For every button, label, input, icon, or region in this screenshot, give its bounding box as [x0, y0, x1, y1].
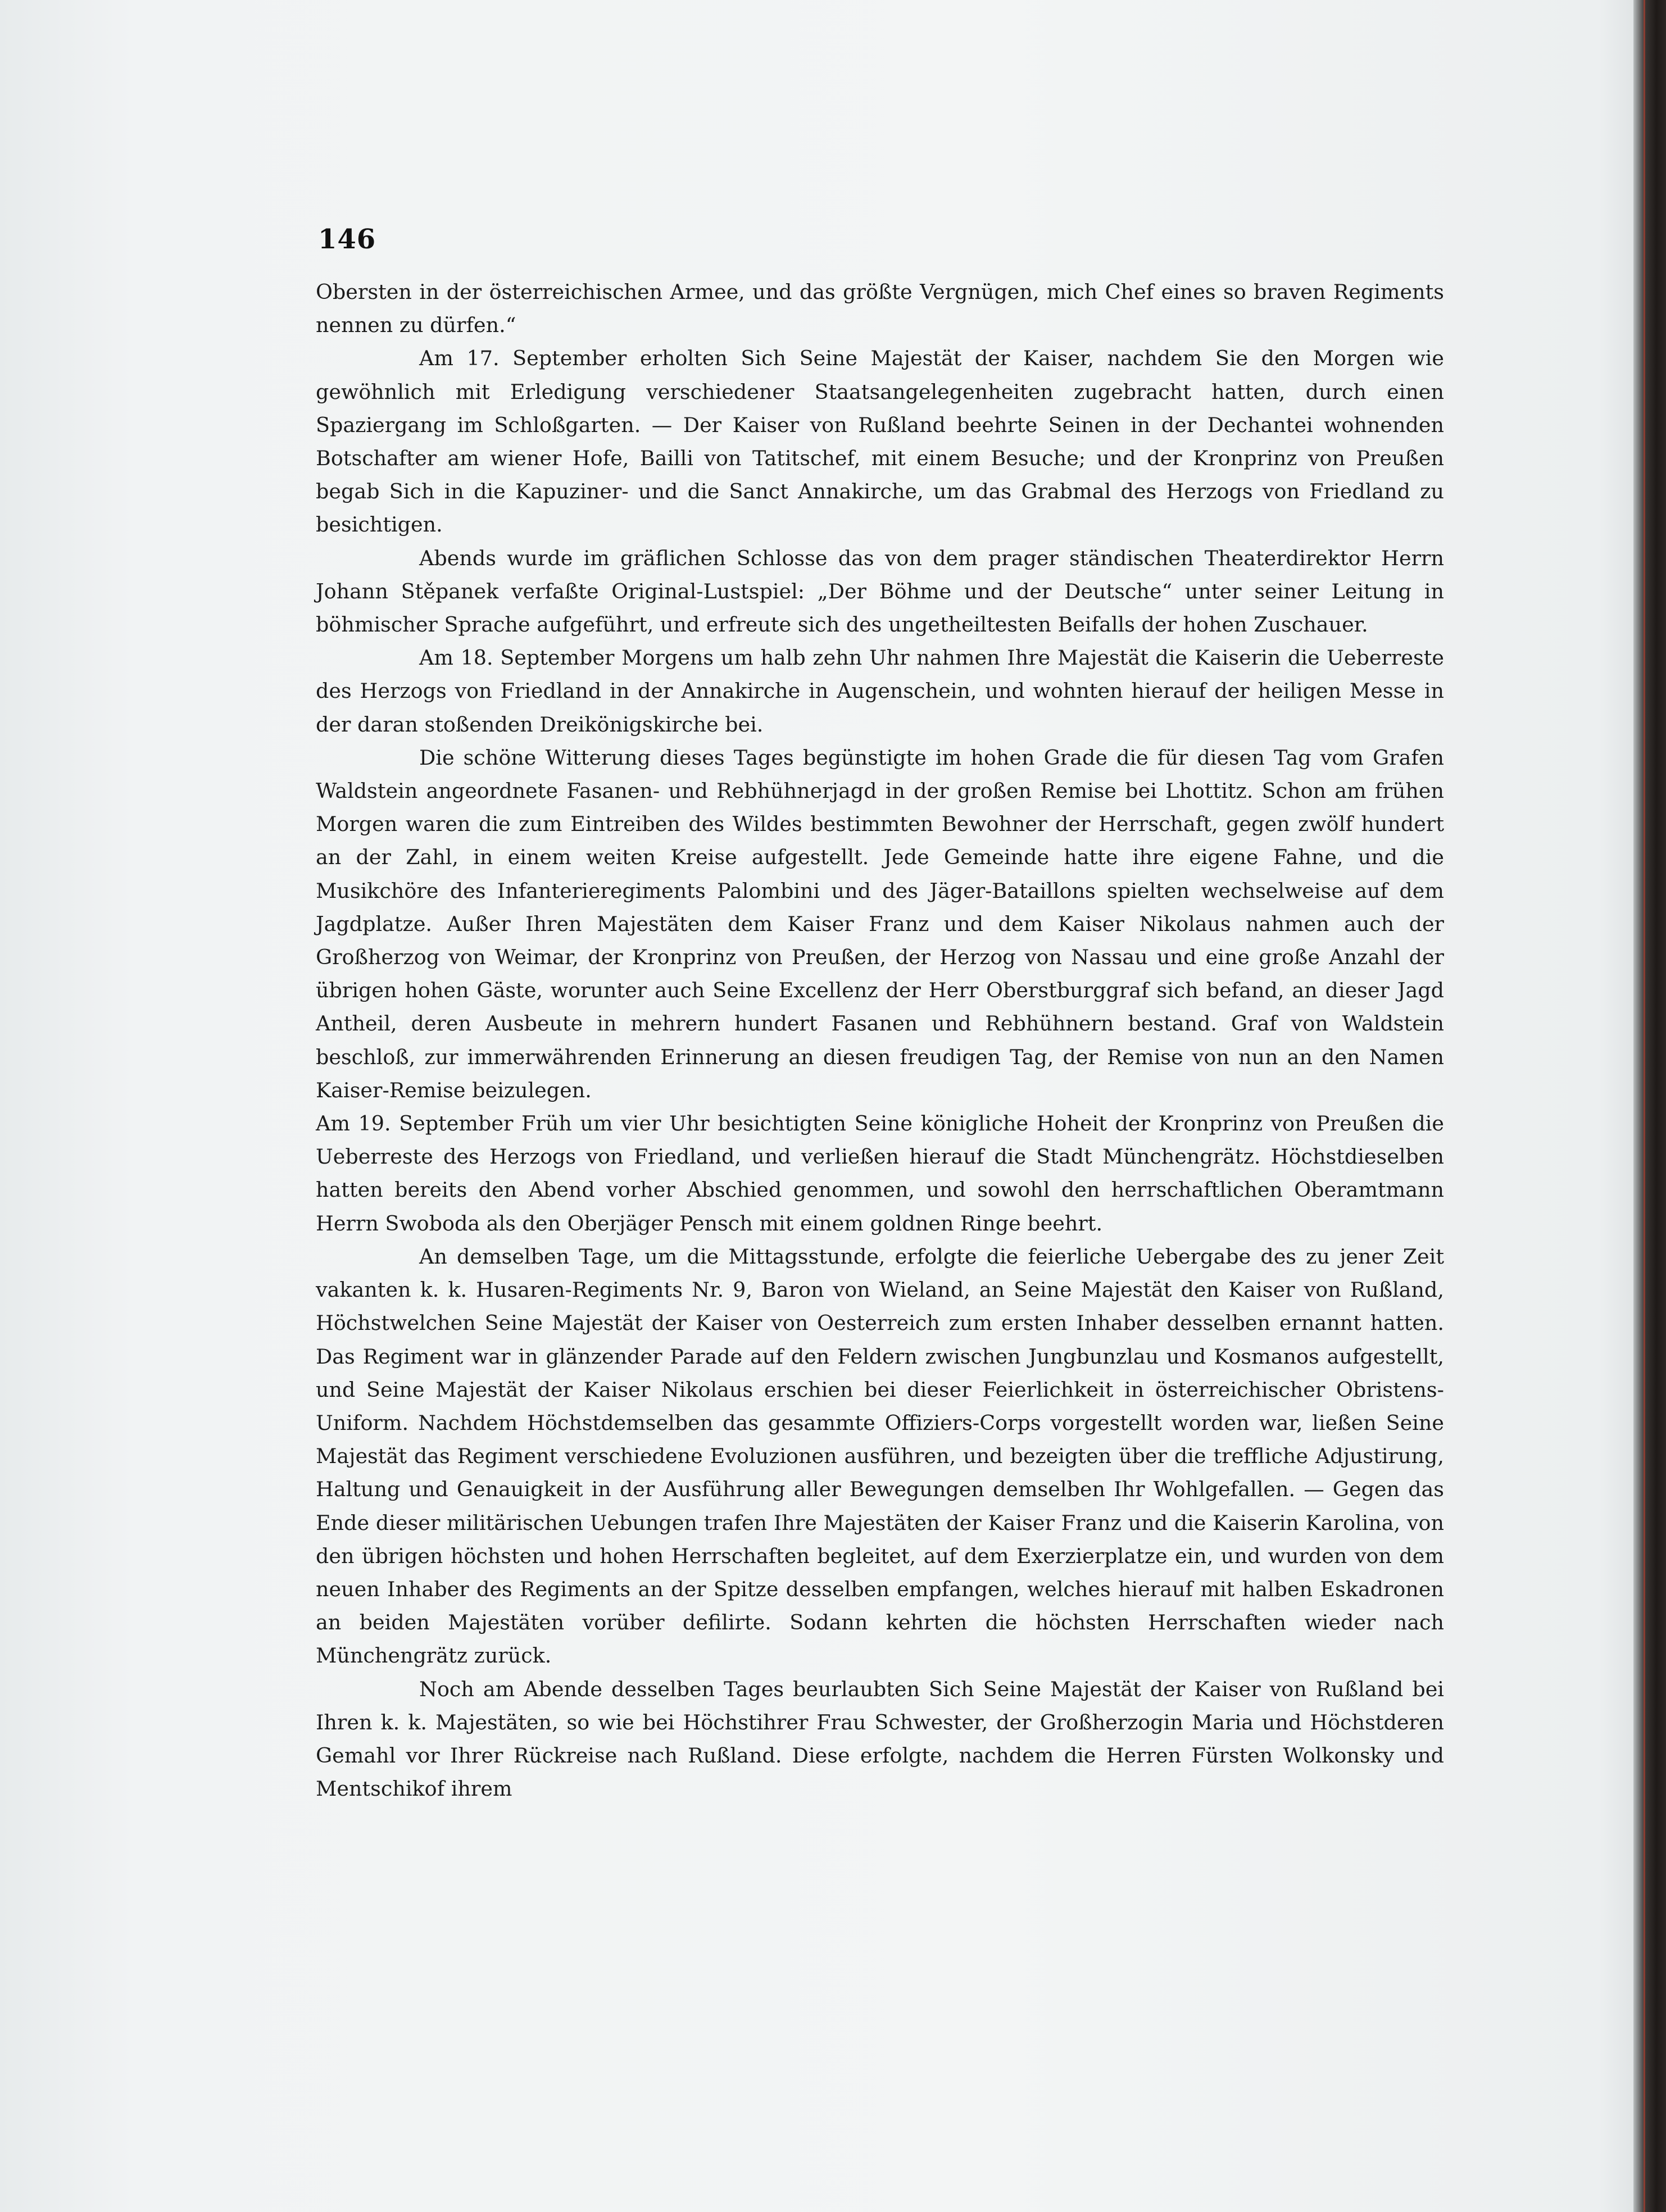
paragraph-evening-theatre: Abends wurde im gräflichen Schlosse das von dem prager ständischen Theaterdirektor Herrn Johann Stěpanek verfaßte Original-Lustspiel: „Der Böhme und der Deutsche“ unter seiner Leitung in böhmischer Sprache aufgeführt, und erfreute sich des ungetheiltesten Beifalls der hohen Zuschauer.	[316, 546, 1444, 637]
paragraph-september-17: Am 17. September erholten Sich Seine Majestät der Kaiser, nachdem Sie den Morgen wie gewöhnlich mit Erledigung verschiedener Staatsangelegenheiten zugebracht hatten, durch einen Spaziergang im Schloßgarten. — Der Kaiser von Rußland beehrte Seinen in der Dechantei wohnenden Botschafter am wiener Hofe, Bailli von Tatitschef, mit einem Besuche; und der Kronprinz von Preußen begab Sich in die Kapuziner- und die Sanct Annakirche, um das Grabmal des Herzogs von Friedland zu besichtigen.	[316, 346, 1444, 537]
book-binding-edge	[1633, 0, 1666, 2212]
paragraph-continuation: Obersten in der österreichischen Armee, und das größte Vergnügen, mich Chef eines so braven Regiments nennen zu dürfen.“	[316, 280, 1444, 338]
paragraph-september-19: Am 19. September Früh um vier Uhr besichtigten Seine königliche Hoheit der Kronprinz von Preußen die Ueberreste des Herzogs von Friedland, und verließen hierauf die Stadt Münchengrätz. Höchstdieselben hatten bereits den Abend vorher Abschied genommen, und sowohl den herrschaftlichen Oberamtmann Herrn Swoboda als den Oberjäger Pensch mit einem goldnen Ringe beehrt.	[316, 1111, 1444, 1236]
paragraph-departure: Noch am Abende desselben Tages beurlaubten Sich Seine Majestät der Kaiser von Rußland bei Ihren k. k. Majestäten, so wie bei Höchstihrer Frau Schwester, der Großherzogin Maria und Höchstderen Gemahl vor Ihrer Rückreise nach Rußland. Diese erfolgte, nachdem die Herren Fürsten Wolkonsky und Mentschikof ihrem	[316, 1677, 1444, 1801]
body-text	[316, 275, 1444, 1805]
paragraph-regiment-handover: An demselben Tage, um die Mittagsstunde, erfolgte die feierliche Uebergabe des zu jener Zeit vakanten k. k. Husaren-Regiments Nr. 9, Baron von Wieland, an Seine Majestät den Kaiser von Rußland, Höchstwelchen Seine Majestät der Kaiser von Oesterreich zum ersten Inhaber desselben ernannt hatten. Das Regiment war in glänzender Parade auf den Feldern zwischen Jungbunzlau und Kosmanos aufgestellt, und Seine Majestät der Kaiser Nikolaus erschien bei dieser Feierlichkeit in österreichischer Obristens-Uniform. Nachdem Höchstdemselben das gesammte Offiziers-Corps vorgestellt worden war, ließen Seine Majestät das Regiment verschiedene Evoluzionen ausführen, und bezeigten über die treffliche Adjustirung, Haltung und Genauigkeit in der Ausführung aller Bewegungen demselben Ihr Wohlgefallen. — Gegen das Ende dieser militärischen Uebungen trafen Ihre Majestäten der Kaiser Franz und die Kaiserin Karolina, von den übrigen höchsten und hohen Herrschaften begleitet, auf dem Exerzierplatze ein, und wurden von dem neuen Inhaber des Regiments an der Spitze desselben empfangen, welches hierauf mit halben Eskadronen an beiden Majestäten vorüber defilirte. Sodann kehrten die höchsten Herrschaften wieder nach Münchengrätz zurück.	[316, 1244, 1444, 1668]
page-number: 146	[318, 224, 376, 255]
paragraph-hunt: Die schöne Witterung dieses Tages begünstigte im hohen Grade die für diesen Tag vom Grafen Waldstein angeordnete Fasanen- und Rebhühnerjagd in der großen Remise bei Lhottitz. Schon am frühen Morgen waren die zum Eintreiben des Wildes bestimmten Bewohner der Herrschaft, gegen zwölf hundert an der Zahl, in einem weiten Kreise aufgestellt. Jede Gemeinde hatte ihre eigene Fahne, und die Musikchöre des Infanterieregiments Palombini und des Jäger-Bataillons spielten wechselweise auf dem Jagdplatze. Außer Ihren Majestäten dem Kaiser Franz und dem Kaiser Nikolaus nahmen auch der Großherzog von Weimar, der Kronprinz von Preußen, der Herzog von Nassau und eine große Anzahl der übrigen hohen Gäste, worunter auch Seine Excellenz der Herr Oberstburggraf sich befand, an dieser Jagd Antheil, deren Ausbeute in mehrern hundert Fasanen und Rebhühnern bestand. Graf von Waldstein beschloß, zur immerwährenden Erinnerung an diesen freudigen Tag, der Remise von nun an den Namen Kaiser-Remise beizulegen.	[316, 745, 1444, 1102]
paragraph-september-18: Am 18. September Morgens um halb zehn Uhr nahmen Ihre Majestät die Kaiserin die Ueberreste des Herzogs von Friedland in der Annakirche in Augenschein, und wohnten hierauf der heiligen Messe in der daran stoßenden Dreikönigskirche bei.	[316, 646, 1444, 737]
